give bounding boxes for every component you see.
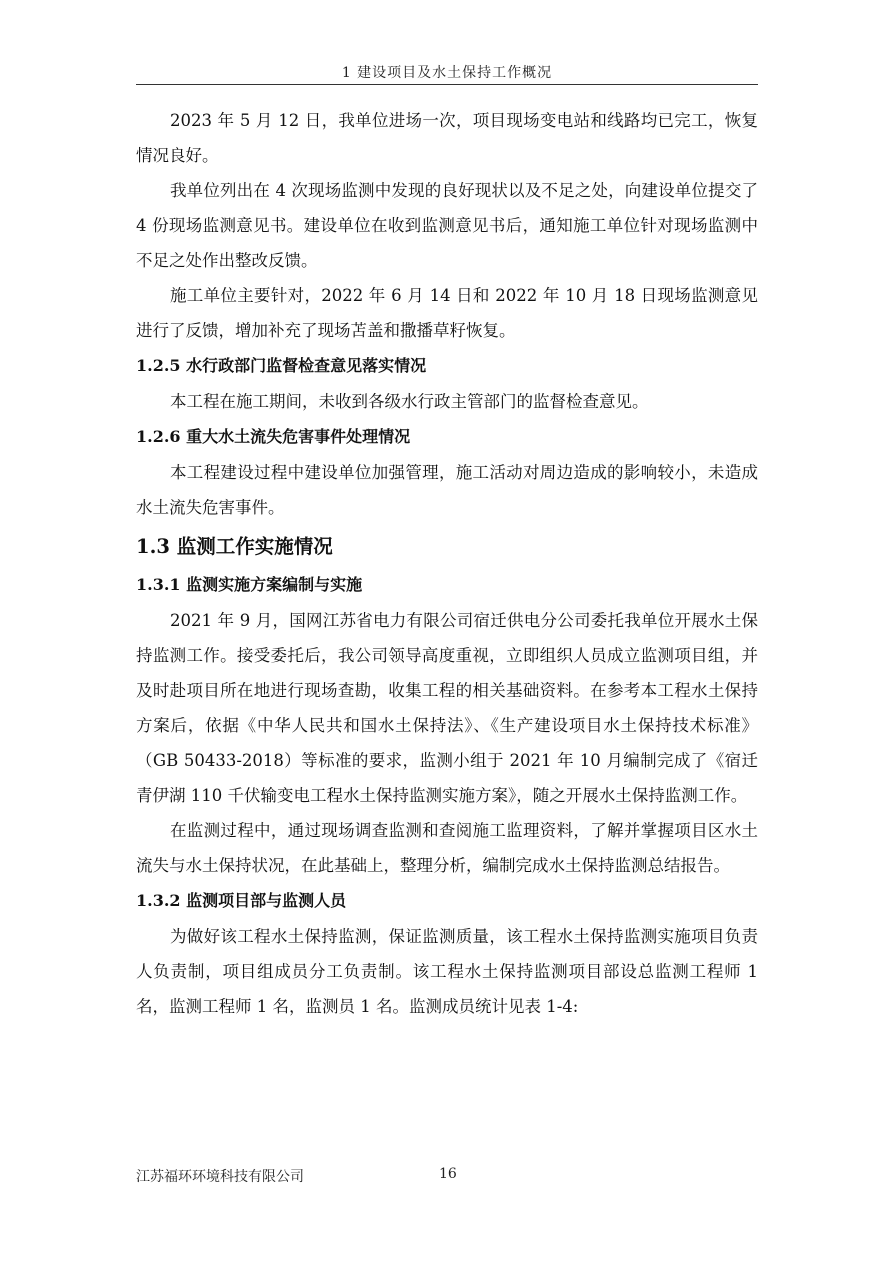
section-heading-1-2-5: 1.2.5 水行政部门监督检查意见落实情况 (136, 356, 427, 375)
paragraph-monitoring-staff: 为做好该工程水土保持监测，保证监测质量，该工程水土保持监测实施项目负责人负责制，项目组成员分工负责制。该工程水土保持监测项目部设总监测工程师 1 名，监测工程师 1 名，监测员 1 名。监测成员统计见表 1-4: (136, 927, 758, 1016)
paragraph-monitoring-opinions: 我单位列出在 4 次现场监测中发现的良好现状以及不足之处，向建设单位提交了 4 份现场监测意见书。建设单位在收到监测意见书后，通知施工单位针对现场监测中不足之处作出整改反馈。 (136, 181, 758, 270)
page-body (136, 103, 758, 1024)
paragraph-monitoring-plan: 2021 年 9 月，国网江苏省电力有限公司宿迁供电分公司委托我单位开展水土保持监测工作。接受委托后，我公司领导高度重视，立即组织人员成立监测项目组，并及时赴项目所在地进行现场查勘，收集工程的相关基础资料。在参考本工程水土保持方案后，依据《中华人民共和国水土保持法》、《生产建设项目水土保持技术标准》（GB 50433-2018）等标准的要求，监测小组于 2021 年 10 月编制完成了《宿迁青伊湖 110 千伏输变电工程水土保持监测实施方案》，随之开展水土保持监测工作。 (136, 611, 758, 805)
page-number: 16 (439, 1166, 457, 1182)
footer-company-name: 江苏福环环境科技有限公司 (136, 1169, 304, 1185)
paragraph-supervision-opinions: 本工程在施工期间，未收到各级水行政主管部门的监督检查意见。 (170, 392, 649, 411)
section-heading-1-3: 1.3 监测工作实施情况 (136, 535, 333, 558)
paragraph-monitoring-process: 在监测过程中，通过现场调查监测和查阅施工监理资料，了解并掌握项目区水土流失与水土保持状况，在此基础上，整理分析，编制完成水土保持监测总结报告。 (136, 821, 758, 875)
paragraph-no-hazard-events: 本工程建设过程中建设单位加强管理，施工活动对周边造成的影响较小，未造成水土流失危害事件。 (136, 463, 758, 517)
section-heading-1-3-1: 1.3.1 监测实施方案编制与实施 (136, 575, 363, 594)
running-header: 1 建设项目及水土保持工作概况 (341, 65, 553, 81)
header-rule (136, 84, 758, 85)
section-heading-1-3-2: 1.3.2 监测项目部与监测人员 (136, 891, 347, 910)
section-heading-1-2-6: 1.2.6 重大水土流失危害事件处理情况 (136, 427, 411, 446)
paragraph-construction-feedback: 施工单位主要针对，2022 年 6 月 14 日和 2022 年 10 月 18 日现场监测意见进行了反馈，增加补充了现场苫盖和撒播草籽恢复。 (136, 286, 758, 340)
paragraph-site-visit-2023: 2023 年 5 月 12 日，我单位进场一次，项目现场变电站和线路均已完工，恢复情况良好。 (136, 111, 758, 165)
